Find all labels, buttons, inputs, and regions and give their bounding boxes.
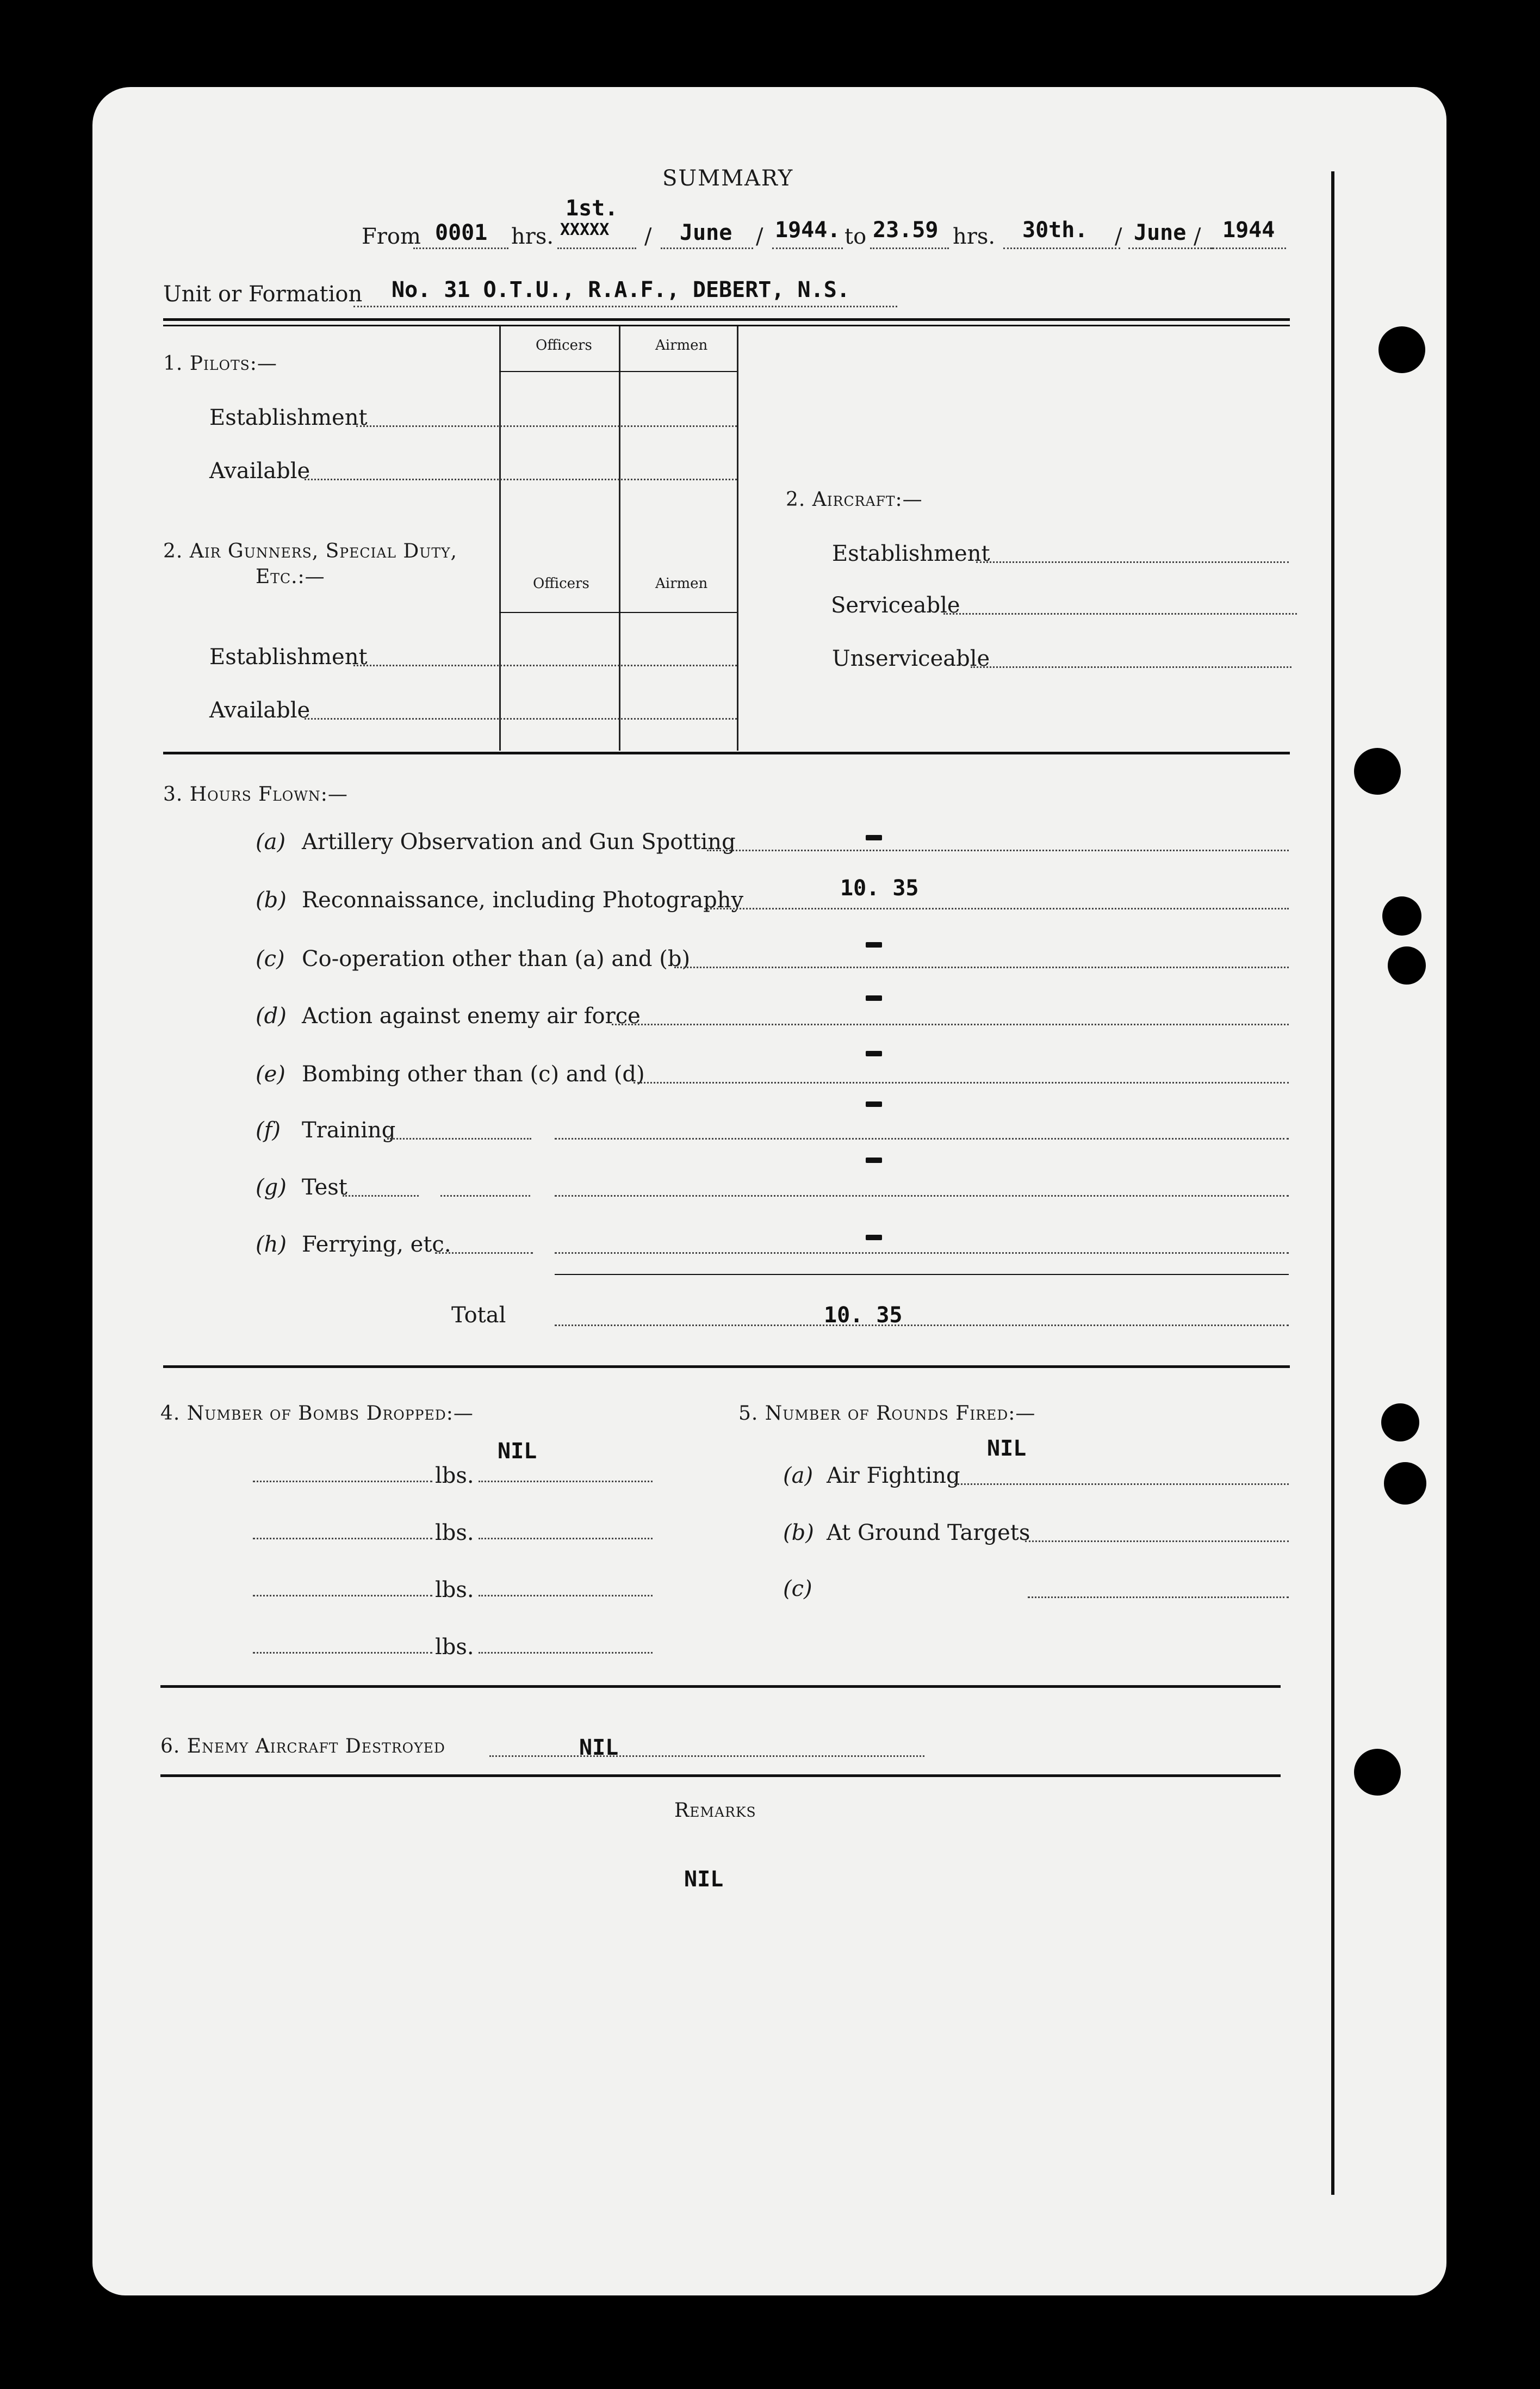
enemy-aircraft-value: NIL: [579, 1735, 619, 1760]
page-title: SUMMARY: [662, 166, 794, 191]
from-year: 1944.: [775, 218, 841, 243]
unit-label: Unit or Formation: [163, 282, 363, 307]
remarks-heading: Remarks: [674, 1799, 756, 1822]
hours-item-label: Reconnaissance, including Photography: [302, 888, 744, 913]
col-officers-2: Officers: [533, 575, 589, 592]
air-gunners-heading: 2. Air Gunners, Special Duty,: [163, 540, 457, 562]
punch-hole: [1381, 1403, 1419, 1441]
from-label: From: [362, 224, 421, 249]
from-day-struck: XXXXX: [560, 220, 610, 239]
punch-hole: [1388, 946, 1426, 985]
hours-flown-heading: 3. Hours Flown:—: [163, 783, 348, 806]
to-time: 23.59: [873, 218, 939, 243]
hrs-label: hrs.: [511, 224, 554, 249]
col-airmen: Airmen: [655, 337, 708, 354]
col-officers: Officers: [536, 337, 592, 354]
pilots-available: Available: [209, 459, 311, 484]
pilots-heading: 1. Pilots:—: [163, 352, 277, 375]
rounds-item-label: At Ground Targets: [827, 1520, 1030, 1545]
rounds-item-label: Air Fighting: [827, 1463, 960, 1488]
hours-item-label: Artillery Observation and Gun Spotting: [302, 830, 736, 855]
unit-value: No. 31 O.T.U., R.A.F., DEBERT, N.S.: [392, 277, 850, 302]
punch-hole: [1354, 748, 1401, 795]
gunners-available: Available: [209, 698, 311, 723]
hours-item-label: Co-operation other than (a) and (b): [302, 946, 691, 971]
punch-hole: [1354, 1749, 1401, 1796]
from-time: 0001: [435, 220, 488, 245]
margin-line: [1331, 171, 1334, 2195]
punch-hole: [1384, 1462, 1426, 1505]
aircraft-heading: 2. Aircraft:—: [786, 488, 923, 511]
enemy-aircraft-label: 6. Enemy Aircraft Destroyed: [160, 1735, 445, 1757]
aircraft-unserviceable: Unserviceable: [832, 646, 990, 671]
rounds-heading: 5. Number of Rounds Fired:—: [738, 1402, 1036, 1425]
aircraft-establishment: Establishment: [832, 541, 990, 566]
hours-total-label: Total: [451, 1303, 506, 1328]
remarks-value: NIL: [684, 1867, 724, 1892]
to-month: June: [1134, 220, 1187, 245]
to-label: to: [844, 224, 867, 249]
punch-hole: [1378, 326, 1425, 373]
col-airmen-2: Airmen: [655, 575, 708, 592]
aircraft-serviceable: Serviceable: [831, 593, 960, 618]
hours-item-label: Bombing other than (c) and (d): [302, 1062, 645, 1087]
bombs-heading: 4. Number of Bombs Dropped:—: [160, 1402, 474, 1425]
from-day: 1st.: [566, 196, 618, 221]
pilots-establishment: Establishment: [209, 405, 368, 430]
hours-item-label: Training: [302, 1118, 396, 1143]
to-day: 30th.: [1022, 218, 1088, 243]
from-month: June: [680, 220, 732, 245]
hours-item-label: Action against enemy air force: [302, 1004, 641, 1029]
hours-item-label: Test: [302, 1175, 347, 1200]
hours-item-value: 10. 35: [840, 876, 919, 901]
gunners-establishment: Establishment: [209, 645, 368, 670]
bombs-value: NIL: [498, 1439, 537, 1464]
rounds-value: NIL: [987, 1436, 1027, 1461]
to-year: 1944: [1222, 218, 1275, 243]
hours-total-value: 10. 35: [824, 1303, 903, 1328]
punch-hole: [1382, 896, 1421, 936]
hours-item-label: Ferrying, etc.: [302, 1232, 451, 1257]
